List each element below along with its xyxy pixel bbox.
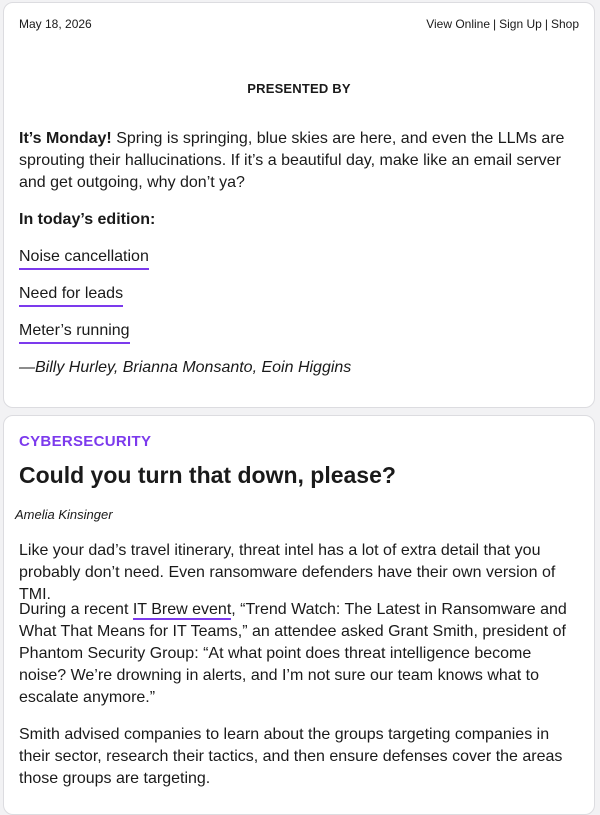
authors-signoff: —Billy Hurley, Brianna Monsanto, Eoin Higgins: [19, 359, 352, 376]
issue-date: May 18, 2026: [19, 17, 92, 31]
shop-link[interactable]: Shop: [550, 17, 579, 31]
edition-heading: In today’s edition:: [19, 211, 156, 228]
article-paragraph: Smith advised companies to learn about the groups targeting companies in their sector, research their tactics, and then ensure defenses cover the areas those groups are targeting.: [19, 726, 563, 787]
link-separator: |: [544, 17, 548, 31]
link-separator: |: [493, 17, 497, 31]
it-brew-event-link[interactable]: IT Brew event: [132, 601, 232, 618]
newsletter-header-card: [3, 2, 595, 408]
header-links: [426, 17, 579, 31]
section-label: CYBERSECURITY: [19, 433, 152, 450]
article-byline: Amelia Kinsinger: [15, 507, 113, 522]
article-card: [3, 415, 595, 815]
intro-paragraph: [19, 128, 579, 194]
toc-link-noise-cancellation[interactable]: Noise cancellation: [19, 246, 149, 270]
toc-link-meters-running[interactable]: Meter’s running: [19, 320, 130, 344]
paragraph-text: , “Trend Watch: The Latest in Ransomware and What That Means for IT Teams,” an attendee asked Grant Smith, president of Phantom Security Group: “At what point does threat intelligence become noise? We’re drowning in alerts, and I’m not sure our team knows what to escalate anymore.”: [19, 601, 567, 706]
paragraph-text: During a recent: [19, 601, 133, 618]
article-headline: Could you turn that down, please?: [19, 462, 396, 488]
presented-by-label: PRESENTED BY: [247, 81, 351, 96]
article-paragraph: [19, 599, 579, 709]
view-online-link[interactable]: View Online: [426, 17, 491, 31]
toc-link-need-for-leads[interactable]: Need for leads: [19, 283, 123, 307]
intro-text: Spring is springing, blue skies are here, and even the LLMs are sprouting their hallucinations. If it’s a beautiful day, make like an email server and get outgoing, why don’t ya?: [19, 130, 565, 191]
article-paragraph: Like your dad’s travel itinerary, threat intel has a lot of extra detail that you probably don’t need. Even ransomware defenders have their own version of TMI.: [19, 542, 556, 603]
sign-up-link[interactable]: Sign Up: [499, 17, 542, 31]
intro-lead: It’s Monday!: [19, 130, 112, 147]
